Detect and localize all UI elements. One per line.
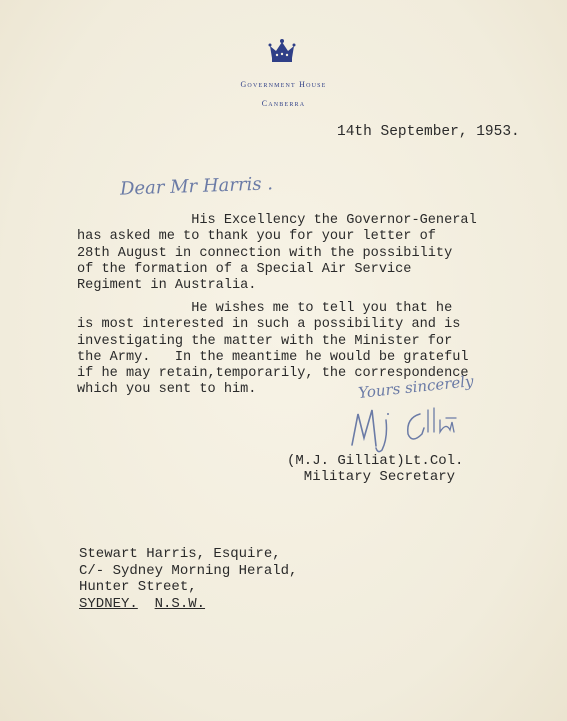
letterhead-title: Government House	[240, 80, 327, 89]
handwritten-salutation: Dear Mr Harris .	[119, 173, 274, 200]
paragraph-1-line: of the formation of a Special Air Service	[77, 261, 412, 277]
letterhead-location: Canberra	[261, 99, 306, 108]
signatory-name: (M.J. Gilliat)Lt.Col.	[287, 453, 464, 469]
crown-icon	[267, 36, 297, 66]
address-line: Hunter Street,	[79, 579, 197, 595]
signatory-title: Military Secretary	[287, 469, 456, 485]
paragraph-1-line: Regiment in Australia.	[77, 278, 257, 294]
address-line: C/- Sydney Morning Herald,	[79, 562, 298, 579]
letter-date: 14th September, 1953.	[337, 124, 520, 140]
paragraph-1-line: 28th August in connection with the possibility	[77, 245, 453, 261]
signature-block	[287, 453, 463, 485]
paragraph-2-line: which you sent to him.	[77, 382, 257, 398]
paragraph-2-line: the Army. In the meantime he would be grateful	[77, 349, 469, 365]
address-city-line	[79, 596, 297, 613]
address-state: N.S.W.	[154, 595, 206, 612]
handwritten-closing: Yours sincerely	[357, 372, 475, 402]
paragraph-1	[77, 213, 497, 294]
paragraph-2-line: investigating the matter with the Minister for	[77, 333, 453, 349]
paragraph-2-line: He wishes me to tell you that he	[77, 301, 453, 316]
handwritten-signature	[342, 400, 462, 455]
paragraph-1-line: His Excellency the Governor-General	[77, 213, 477, 228]
paragraph-1-line: has asked me to thank you for your letter of	[77, 229, 436, 245]
paragraph-2-line: if he may retain,temporarily, the correspondence	[77, 366, 469, 382]
recipient-address	[79, 546, 297, 612]
address-city: SYDNEY.	[79, 595, 138, 612]
address-line: Stewart Harris, Esquire,	[79, 546, 281, 562]
paragraph-2-line: is most interested in such a possibility and is	[77, 317, 461, 333]
